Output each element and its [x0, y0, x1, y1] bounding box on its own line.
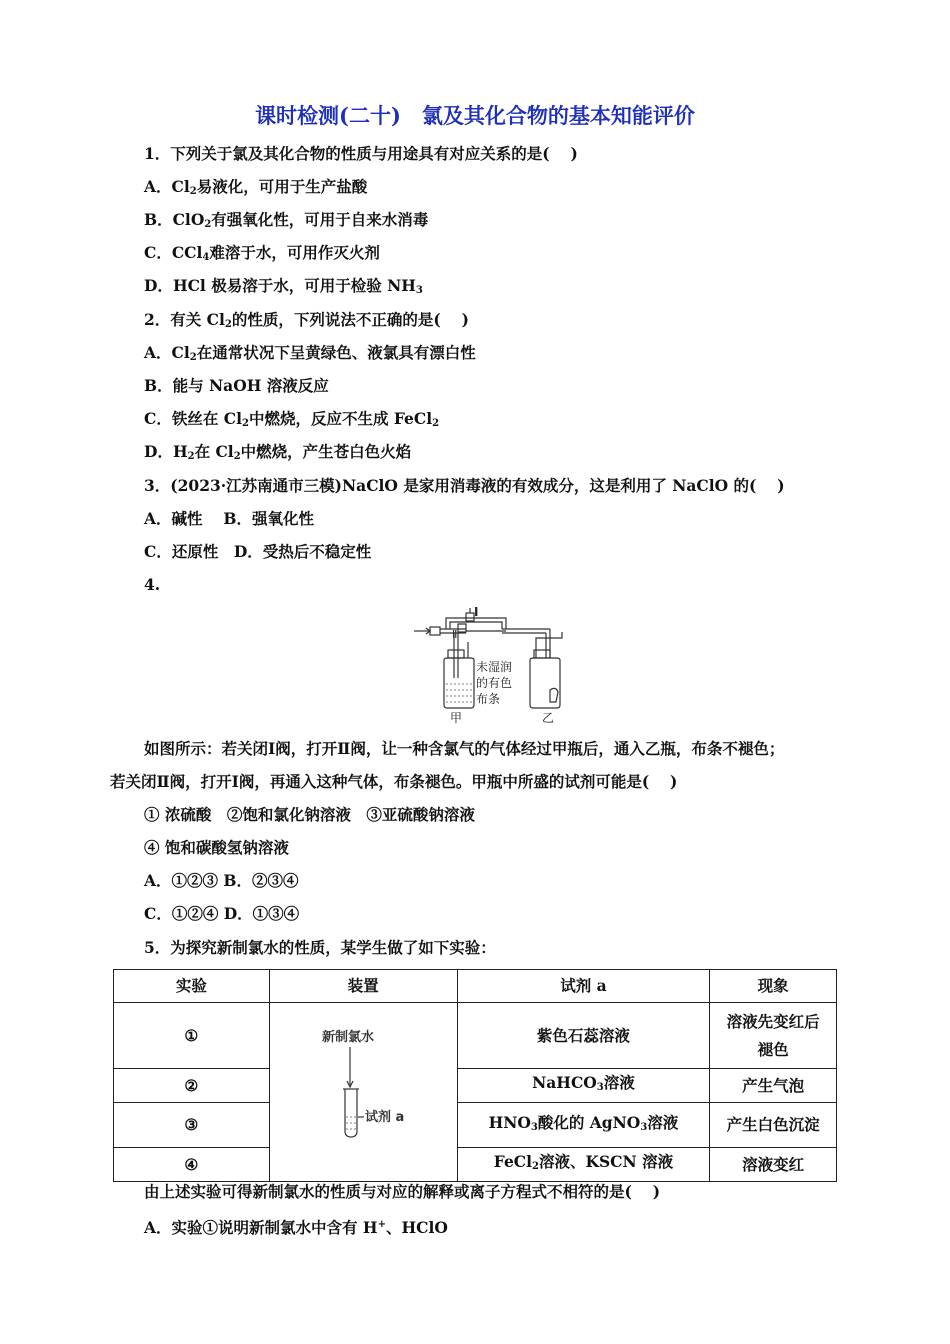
q2-option-a: A．$Cl_2$在通常状况下呈黄绿色、液氯具有漂白性 — [144, 343, 476, 363]
reagent-a-label: 试剂 a — [365, 1109, 405, 1125]
test-tube-figure — [270, 1013, 456, 1163]
apparatus-cell — [269, 1003, 457, 1182]
q5-stem: 5．为探究新制氯水的性质，某学生做了如下实验： — [144, 938, 496, 957]
q1-option-d: D．HCl 极易溶于水，可用于检验 $NH_3$ — [144, 276, 423, 296]
phenomenon: 溶液先变红后 褪色 — [710, 1003, 837, 1069]
valve-1-label: Ⅰ — [474, 605, 479, 619]
figure-label-line-1: 未湿润 — [476, 660, 513, 674]
experiment-id: ③ — [114, 1103, 270, 1148]
experiment-id: ② — [114, 1069, 270, 1103]
q4-number: 4. — [144, 575, 161, 594]
table-header-row — [114, 970, 837, 1003]
q2-option-c: C．铁丝在 $Cl_2$中燃烧，反应不生成 FeCl$_2$ — [144, 409, 440, 429]
q1-option-c: C．CCl$_4$难溶于水，可用作灭火剂 — [144, 243, 380, 263]
q1-stem: 1．下列关于氯及其化合物的性质与用途具有对应关系的是( ) — [144, 144, 578, 163]
q4-reagent-list-2: ④ 饱和碳酸氢钠溶液 — [144, 838, 289, 857]
figure-label-line-2: 的有色 — [476, 676, 513, 690]
figure-label-line-3: 布条 — [476, 692, 501, 706]
q4-reagent-list-1: ① 浓硫酸 ②饱和氯化钠溶液 ③亚硫酸钠溶液 — [144, 805, 475, 824]
phenomenon: 产生气泡 — [710, 1069, 837, 1103]
header-apparatus: 装置 — [269, 970, 457, 1003]
table-row — [114, 1103, 837, 1148]
table-row — [114, 1003, 837, 1069]
experiment-id: ④ — [114, 1148, 270, 1182]
reagent: $HNO_3$酸化的 AgNO$_3$溶液 — [457, 1103, 710, 1148]
reagent: NaHCO$_3$溶液 — [457, 1069, 710, 1103]
q4-options-ab: A．①②③ B．②③④ — [144, 871, 299, 890]
q1-option-a: A．$Cl_2$易液化，可用于生产盐酸 — [144, 177, 368, 197]
header-phenomenon: 现象 — [710, 970, 837, 1003]
q3-options-cd: C．还原性 D．受热后不稳定性 — [144, 542, 372, 561]
q4-text-line-2: 若关闭Ⅱ阀，打开Ⅰ阀，再通入这种气体，布条褪色。甲瓶中所盛的试剂可能是( ) — [110, 772, 678, 791]
header-experiment: 实验 — [114, 970, 270, 1003]
q4-text-line-1: 如图所示：若关闭Ⅰ阀，打开Ⅱ阀，让一种含氯气的气体经过甲瓶后，通入乙瓶，布条不褪色； — [144, 739, 785, 758]
page-title: 课时检测(二十) 氯及其化合物的基本知能评价 — [255, 103, 695, 128]
q2-stem: 2．有关 $Cl_2$的性质，下列说法不正确的是( ) — [144, 310, 469, 330]
header-reagent: 试剂 a — [457, 970, 710, 1003]
experiment-id: ① — [114, 1003, 270, 1069]
valve-2-label: Ⅱ — [452, 628, 458, 641]
bottle-2-label: 乙 — [542, 711, 555, 725]
q1-option-b: B．ClO$_2$有强氧化性，可用于自来水消毒 — [144, 210, 429, 230]
q5-conclusion: 由上述实验可得新制氯水的性质与对应的解释或离子方程式不相符的是( ) — [144, 1182, 661, 1201]
q3-options-ab: A．碱性 B．强氧化性 — [144, 509, 315, 528]
phenomenon: 产生白色沉淀 — [710, 1103, 837, 1148]
chlorine-water-label: 新制氯水 — [322, 1029, 375, 1045]
q2-option-d: D．$H_2$在 $Cl_2$中燃烧，产生苍白色火焰 — [144, 442, 412, 462]
q4-options-cd: C．①②④ D．①③④ — [144, 904, 300, 923]
q2-option-b: B．能与 NaOH 溶液反应 — [144, 376, 329, 395]
q5-option-a: A．实验①说明新制氯水中含有 H+、HClO — [144, 1218, 448, 1237]
reagent: FeCl$_2$溶液、KSCN 溶液 — [457, 1148, 710, 1182]
phenomenon: 溶液变红 — [710, 1148, 837, 1182]
experiment-table — [113, 969, 837, 1182]
reagent: 紫色石蕊溶液 — [457, 1003, 710, 1069]
bottle-1-label: 甲 — [450, 711, 463, 725]
table-row — [114, 1069, 837, 1103]
gas-apparatus-figure — [410, 598, 570, 728]
table-row — [114, 1148, 837, 1182]
q3-stem: 3．(2023·江苏南通市三模)NaClO 是家用消毒液的有效成分，这是利用了 NaClO 的( ) — [144, 476, 785, 495]
